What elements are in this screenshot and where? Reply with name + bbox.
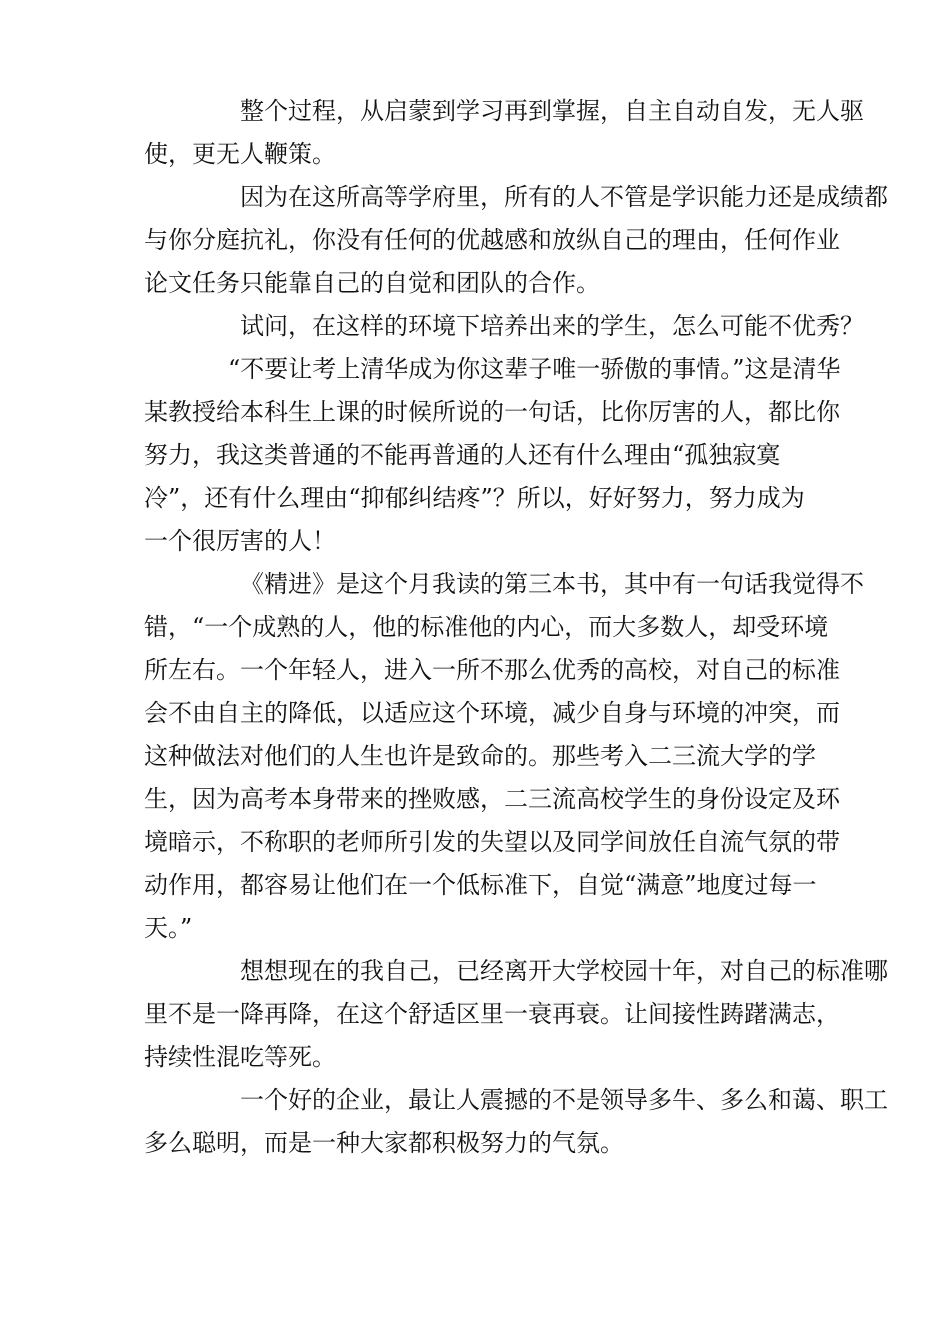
text-line: 整个过程，从启蒙到学习再到掌握，自主自动自发，无人驱 [240, 97, 864, 125]
text-line: 生，因为高考本身带来的挫败感，二三流高校学生的身份设定及环 [144, 785, 840, 813]
text-line: 动作用，都容易让他们在一个低标准下，自觉“满意”地度过每一 [144, 871, 817, 899]
document-body [144, 90, 888, 1165]
text-line: 使，更无人鞭策。 [144, 140, 336, 168]
text-line: 错，“一个成熟的人，他的标准他的内心，而大多数人，却受环境 [144, 613, 829, 641]
text-line: 一个很厉害的人！ [144, 527, 336, 555]
text-line: 会不由自主的降低，以适应这个环境，减少自身与环境的冲突，而 [144, 699, 840, 727]
text-line: 冷”，还有什么理由“抑郁纠结疼”？所以，好好努力，努力成为 [144, 484, 805, 512]
paragraph-4 [144, 348, 841, 563]
text-line: 多么聪明，而是一种大家都积极努力的气氛。 [144, 1129, 624, 1157]
paragraph-2 [144, 176, 888, 305]
text-line: 里不是一降再降，在这个舒适区里一衰再衰。让间接性踌躇满志， [144, 1000, 840, 1028]
text-line: “不要让考上清华成为你这辈子唯一骄傲的事情。”这是清华 [228, 355, 841, 383]
text-line: 这种做法对他们的人生也许是致命的。那些考入二三流大学的学 [144, 742, 816, 770]
text-line: 某教授给本科生上课的时候所说的一句话，比你厉害的人，都比你 [144, 398, 840, 426]
text-line: 努力，我这类普通的不能再普通的人还有什么理由“孤独寂寞 [144, 441, 781, 469]
text-line: 所左右。一个年轻人，进入一所不那么优秀的高校，对自己的标准 [144, 656, 840, 684]
paragraph-6 [144, 950, 888, 1079]
paragraph-7 [144, 1079, 888, 1165]
paragraph-5 [144, 563, 864, 950]
text-line: 境暗示，不称职的老师所引发的失望以及同学间放任自流气氛的带 [144, 828, 840, 856]
paragraph-3 [144, 305, 864, 348]
text-line: 论文任务只能靠自己的自觉和团队的合作。 [144, 269, 600, 297]
paragraph-1 [144, 90, 864, 176]
text-line: 因为在这所高等学府里，所有的人不管是学识能力还是成绩都 [240, 183, 888, 211]
text-line: 天。” [144, 914, 193, 942]
text-line: 《精进》是这个月我读的第三本书，其中有一句话我觉得不 [240, 570, 864, 598]
text-line: 持续性混吃等死。 [144, 1043, 336, 1071]
text-line: 试问，在这样的环境下培养出来的学生，怎么可能不优秀？ [240, 312, 864, 340]
text-line: 与你分庭抗礼，你没有任何的优越感和放纵自己的理由，任何作业 [144, 226, 840, 254]
text-line: 一个好的企业，最让人震撼的不是领导多牛、多么和蔼、职工 [240, 1086, 888, 1114]
text-line: 想想现在的我自己，已经离开大学校园十年，对自己的标准哪 [240, 957, 888, 985]
